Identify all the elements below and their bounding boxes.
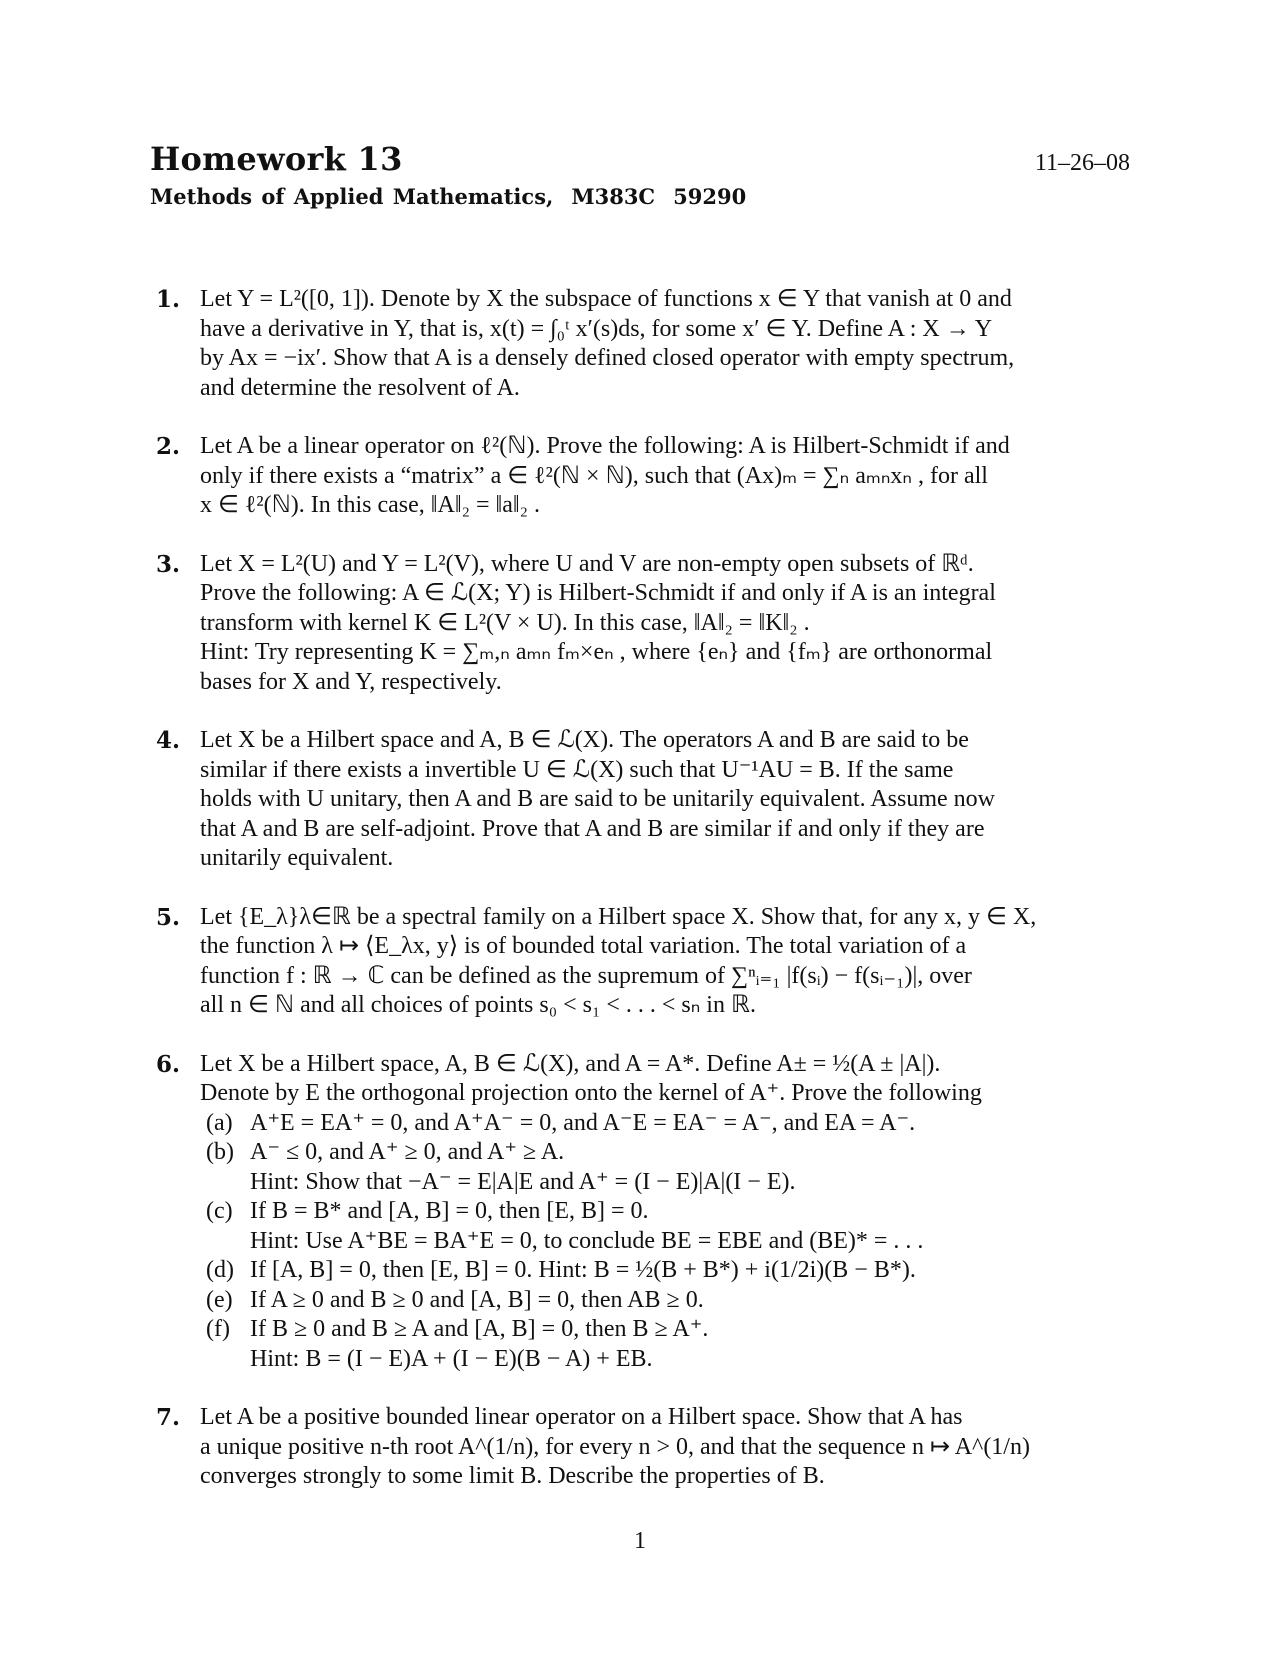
problem-list xyxy=(150,285,1130,1521)
problem-text-line: Denote by E the orthogonal projection onto the kernel of A⁺. Prove the following xyxy=(200,1080,982,1106)
problem-text-line: Let {E_λ}λ∈ℝ be a spectral family on a Hilbert space X. Show that, for any x, y ∈ X, xyxy=(200,903,1037,930)
sub-part-b xyxy=(200,1138,1130,1168)
problem-text-line: that A and B are self-adjoint. Prove that A and B are similar if and only if they are xyxy=(200,815,985,842)
date-label: 11–26–08 xyxy=(1034,150,1130,176)
problem-text-line: unitarily equivalent. xyxy=(200,845,394,871)
sub-part-text: If [A, B] = 0, then [E, B] = 0. Hint: B = ½(B + B*) + i(1/2i)(B − B*). xyxy=(250,1257,916,1283)
problem-text-line: similar if there exists a invertible U ∈ ℒ(X) such that U⁻¹AU = B. If the same xyxy=(200,756,954,783)
sub-part-text: A⁻ ≤ 0, and A⁺ ≥ 0, and A⁺ ≥ A. xyxy=(250,1139,565,1165)
problem-number: 7. xyxy=(156,1404,181,1431)
problem-1 xyxy=(150,285,1130,403)
problem-number: 4. xyxy=(156,727,181,754)
problem-text-line: Let A be a positive bounded linear operator on a Hilbert space. Show that A has xyxy=(200,1404,963,1430)
problem-7 xyxy=(150,1403,1130,1492)
problem-text-line: converges strongly to some limit B. Describe the properties of B. xyxy=(200,1463,825,1489)
problem-text-line: the function λ ↦ ⟨E_λx, y⟩ is of bounded total variation. The total variation of a xyxy=(200,933,967,959)
sub-part-text: If A ≥ 0 and B ≥ 0 and [A, B] = 0, then AB ≥ 0. xyxy=(250,1286,704,1313)
sub-part-text: A⁺E = EA⁺ = 0, and A⁺A⁻ = 0, and A⁻E = EA⁻ = A⁻, and EA = A⁻. xyxy=(250,1109,916,1136)
page-number: 1 xyxy=(634,1528,646,1554)
problem-5 xyxy=(150,903,1130,1021)
sub-part-label: (e) xyxy=(206,1286,233,1313)
page-title: Homework 13 xyxy=(150,140,403,178)
course-number: 59290 xyxy=(673,184,747,209)
sub-part-f xyxy=(200,1315,1130,1345)
problem-text-line: Let X be a Hilbert space and A, B ∈ ℒ(X). The operators A and B are said to be xyxy=(200,727,969,753)
sub-part-hint: Hint: B = (I − E)A + (I − E)(B − A) + EB. xyxy=(250,1345,653,1372)
course-code: M383C xyxy=(571,184,656,209)
sub-part-hint: Hint: Use A⁺BE = BA⁺E = 0, to conclude BE = EBE and (BE)* = . . . xyxy=(250,1227,924,1254)
sub-part-hint: Hint: Show that −A⁻ = E|A|E and A⁺ = (I − E)|A|(I − E). xyxy=(250,1168,796,1195)
problem-text-line: and determine the resolvent of A. xyxy=(200,374,520,401)
problem-text-line: have a derivative in Y, that is, x(t) = ∫₀ᵗ x′(s)ds, for some x′ ∈ Y. Define A : X → Y xyxy=(200,315,993,342)
problem-number: 5. xyxy=(156,903,181,931)
problem-text-line: Prove the following: A ∈ ℒ(X; Y) is Hilbert-Schmidt if and only if A is an integral xyxy=(200,580,996,606)
problem-text-line: a unique positive n-th root A^(1/n), for every n > 0, and that the sequence n ↦ A^(1/n) xyxy=(200,1433,1030,1460)
course-subtitle xyxy=(150,184,746,209)
problem-text-line: Let X = L²(U) and Y = L²(V), where U and V are non-empty open subsets of ℝᵈ. xyxy=(200,550,974,577)
sub-part-label: (c) xyxy=(206,1198,233,1224)
problem-number: 1. xyxy=(156,286,181,313)
problem-text-line: transform with kernel K ∈ L²(V × U). In this case, ‖A‖₂ = ‖K‖₂ . xyxy=(200,609,810,636)
problem-hint-line: bases for X and Y, respectively. xyxy=(200,668,502,695)
problem-text-line: only if there exists a “matrix” a ∈ ℓ²(ℕ × ℕ), such that (Ax)ₘ = ∑ₙ aₘₙxₙ , for all xyxy=(200,462,988,489)
problem-text-line: holds with U unitary, then A and B are said to be unitarily equivalent. Assume now xyxy=(200,786,995,812)
sub-part-c xyxy=(200,1197,1130,1227)
problem-text-line: x ∈ ℓ²(ℕ). In this case, ‖A‖₂ = ‖a‖₂ . xyxy=(200,492,540,518)
problem-number: 3. xyxy=(156,550,181,578)
sub-part-a xyxy=(200,1109,1130,1139)
problem-number: 6. xyxy=(156,1050,181,1078)
problem-text-line: function f : ℝ → ℂ can be defined as the supremum of ∑ⁿᵢ₌₁ |f(sᵢ) − f(sᵢ₋₁)|, over xyxy=(200,962,972,989)
problem-text-line: Let X be a Hilbert space, A, B ∈ ℒ(X), and A = A*. Define A± = ½(A ± |A|). xyxy=(200,1050,941,1077)
problem-6-parts xyxy=(200,1109,1130,1375)
sub-part-e xyxy=(200,1286,1130,1316)
problem-2 xyxy=(150,432,1130,521)
sub-part-text: If B ≥ 0 and B ≥ A and [A, B] = 0, then B ≥ A⁺. xyxy=(250,1316,709,1342)
problem-4 xyxy=(150,726,1130,874)
sub-part-label: (a) xyxy=(206,1109,233,1136)
problem-hint-line: Hint: Try representing K = ∑ₘ,ₙ aₘₙ fₘ×eₙ , where {eₙ} and {fₘ} are orthonormal xyxy=(200,639,993,665)
sub-part-text: If B = B* and [A, B] = 0, then [E, B] = 0. xyxy=(250,1198,649,1224)
problem-3 xyxy=(150,550,1130,698)
course-name: Methods of Applied Mathematics, xyxy=(150,184,554,209)
problem-text-line: Let A be a linear operator on ℓ²(ℕ). Prove the following: A is Hilbert-Schmidt if and xyxy=(200,433,1010,459)
sub-part-label: (d) xyxy=(206,1257,234,1283)
problem-text-line: all n ∈ ℕ and all choices of points s₀ < s₁ < . . . < sₙ in ℝ. xyxy=(200,992,756,1018)
sub-part-label: (f) xyxy=(206,1316,230,1342)
sub-part-label: (b) xyxy=(206,1139,234,1165)
problem-number: 2. xyxy=(156,433,181,460)
problem-6 xyxy=(150,1050,1130,1375)
problem-text-line: by Ax = −ix′. Show that A is a densely defined closed operator with empty spectrum, xyxy=(200,345,1015,371)
problem-text-line: Let Y = L²([0, 1]). Denote by X the subspace of functions x ∈ Y that vanish at 0 and xyxy=(200,286,1012,312)
sub-part-d xyxy=(200,1256,1130,1286)
